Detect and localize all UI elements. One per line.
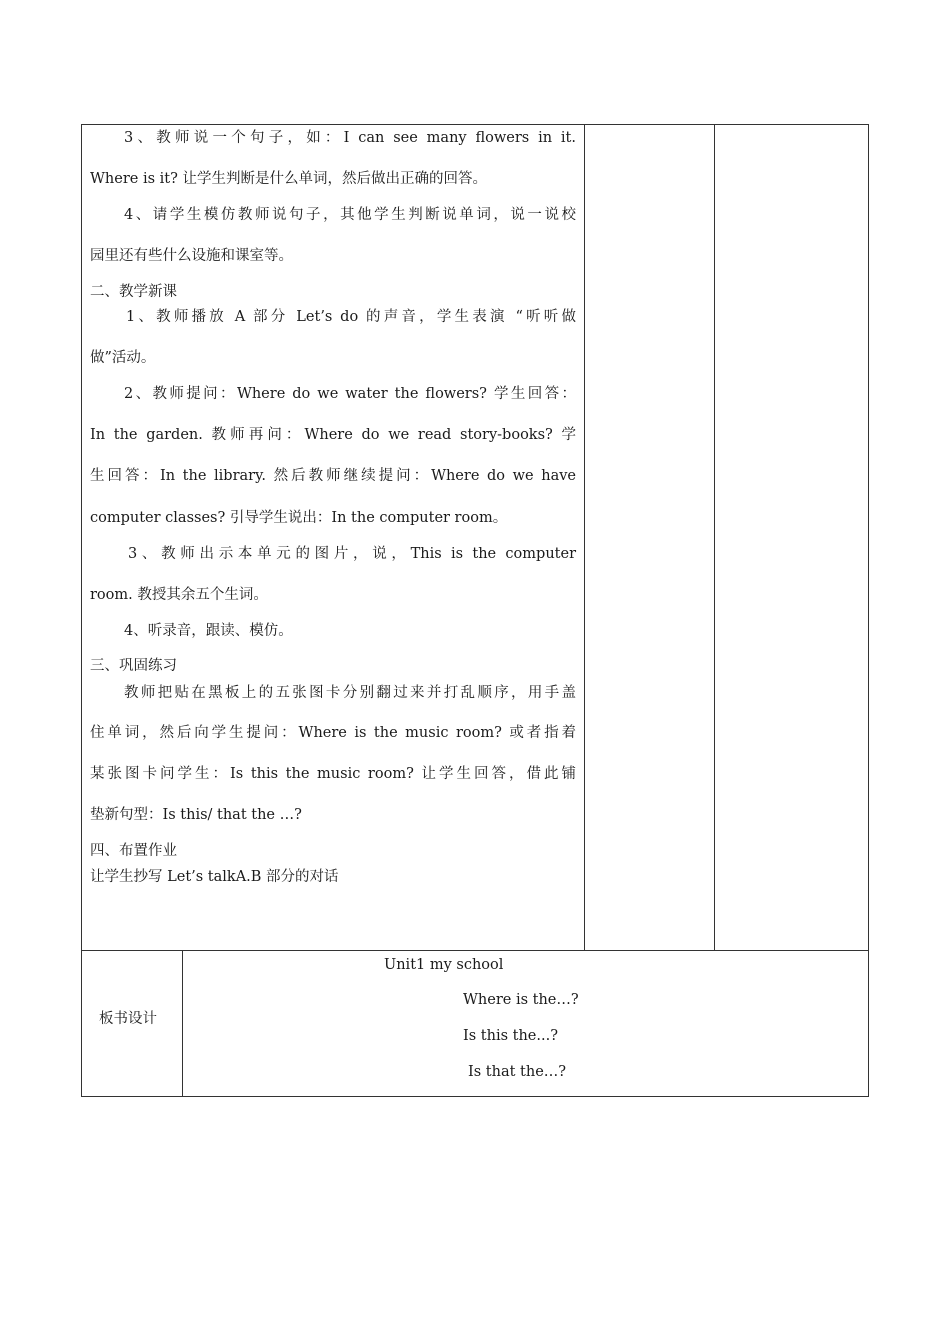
lesson-line: 2、教师提问：Where do we water the flowers? 学生回答： — [124, 386, 576, 402]
lesson-line: 垫新句型：Is this/ that the …? — [90, 807, 302, 823]
lesson-line: 某张图卡问学生：Is this the music room? 让学生回答，借此铺 — [90, 766, 576, 782]
section-heading: 二、教学新课 — [90, 284, 177, 300]
board-line: Is that the…? — [468, 1064, 567, 1080]
board-label: 板书设计 — [99, 1011, 157, 1027]
lesson-line: In the garden. 教师再问：Where do we read story-books? 学 — [90, 427, 576, 443]
column-divider-1 — [584, 124, 585, 951]
lesson-line: 让学生抄写 Let’s talkA.B 部分的对话 — [90, 869, 339, 885]
lesson-line: 做”活动。 — [90, 350, 156, 366]
lesson-line: 住单词，然后向学生提问：Where is the music room? 或者指着 — [90, 725, 576, 741]
lesson-line: 4、听录音，跟读、模仿。 — [124, 623, 293, 639]
lesson-line: 园里还有些什么设施和课室等。 — [90, 248, 293, 264]
section-heading: 四、布置作业 — [90, 843, 177, 859]
lesson-line: room. 教授其余五个生词。 — [90, 587, 268, 603]
lesson-table — [81, 124, 869, 1097]
board-label-divider — [182, 950, 183, 1097]
column-divider-2 — [714, 124, 715, 951]
section-heading: 三、巩固练习 — [90, 658, 177, 674]
board-line: Is this the...? — [463, 1028, 558, 1044]
lesson-line: Where is it? 让学生判断是什么单词，然后做出正确的回答。 — [90, 171, 487, 187]
board-title: Unit1 my school — [384, 957, 504, 973]
lesson-line: 教师把贴在黑板上的五张图卡分别翻过来并打乱顺序，用手盖 — [124, 685, 576, 701]
lesson-line: 3、教师出示本单元的图片，说，This is the computer — [128, 546, 576, 562]
row-divider — [81, 950, 869, 951]
lesson-line: 3、教师说一个句子，如：I can see many flowers in it. — [124, 130, 576, 146]
lesson-line: 1、教师播放 A 部分 Let’s do 的声音，学生表演 “听听做 — [126, 309, 576, 325]
board-line: Where is the…? — [463, 992, 579, 1008]
lesson-line: 生回答：In the library. 然后教师继续提问：Where do we have — [90, 468, 576, 484]
lesson-line: computer classes? 引导学生说出：In the computer room。 — [90, 510, 508, 526]
lesson-line: 4、请学生模仿教师说句子，其他学生判断说单词，说一说校 — [124, 207, 576, 223]
